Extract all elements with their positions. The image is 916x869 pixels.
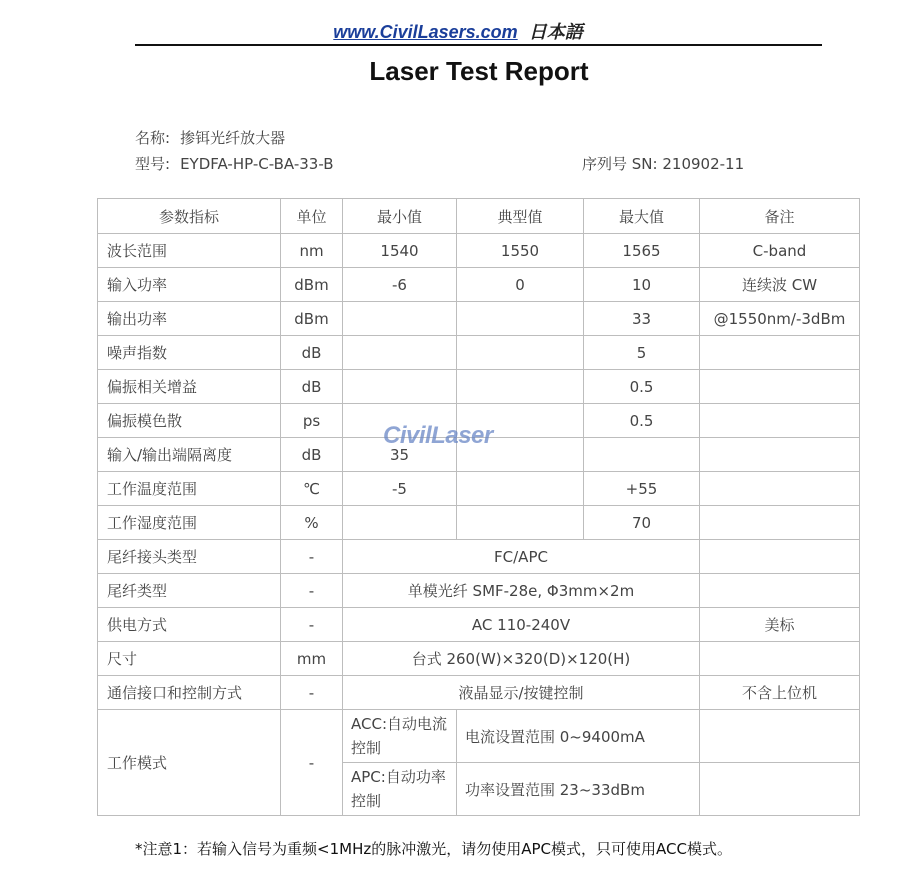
param-name: 通信接口和控制方式 [98,676,281,710]
param-name: 噪声指数 [98,336,281,370]
max-cell: +55 [584,472,700,506]
param-name: 尺寸 [98,642,281,676]
param-name: 工作湿度范围 [98,506,281,540]
unit-cell: - [281,540,343,574]
min-cell [343,336,457,370]
header-cell: 单位 [281,199,343,234]
typ-cell: 1550 [457,234,584,268]
acc-label-cell: ACC:自动电流控制 [343,710,457,763]
apc-value-cell: 功率设置范围 23~33dBm [457,763,700,816]
remark-cell: @1550nm/-3dBm [700,302,860,336]
table-row [98,676,860,710]
remark-cell [700,404,860,438]
max-cell: 33 [584,302,700,336]
param-name: 供电方式 [98,608,281,642]
table-row [98,608,860,642]
unit-cell: ℃ [281,472,343,506]
remark-cell [700,336,860,370]
table-row [98,302,860,336]
unit-cell: dB [281,336,343,370]
acc-value-cell: 电流设置范围 0~9400mA [457,710,700,763]
unit-cell: nm [281,234,343,268]
spec-table [97,198,860,816]
unit-cell: - [281,574,343,608]
max-cell [584,438,700,472]
product-model [135,153,334,174]
min-cell: -6 [343,268,457,302]
remark-cell [700,472,860,506]
header-cell: 参数指标 [98,199,281,234]
apc-label-cell: APC:自动功率控制 [343,763,457,816]
remark-cell: 不含上位机 [700,676,860,710]
span-value-cell: 单模光纤 SMF-28e, Φ3mm×2m [343,574,700,608]
sn-value: 210902-11 [662,155,745,173]
footnote: *注意1：若输入信号为重频<1MHz的脉冲激光，请勿使用APC模式，只可使用ACC模式。 [135,840,732,858]
typ-cell [457,472,584,506]
span-value-cell: FC/APC [343,540,700,574]
name-value: 掺铒光纤放大器 [180,129,286,147]
unit-cell: dBm [281,302,343,336]
typ-cell [457,336,584,370]
span-value-cell: 液晶显示/按键控制 [343,676,700,710]
param-name: 工作模式 [98,710,281,816]
name-label: 名称: [135,129,171,147]
param-name: 工作温度范围 [98,472,281,506]
span-value-cell: 台式 260(W)×320(D)×120(H) [343,642,700,676]
max-cell: 10 [584,268,700,302]
header-cell: 最大值 [584,199,700,234]
remark-cell: 美标 [700,608,860,642]
model-label: 型号: [135,155,171,173]
unit-cell: dBm [281,268,343,302]
max-cell: 70 [584,506,700,540]
unit-cell: - [281,710,343,816]
table-row [98,472,860,506]
remark-cell: C-band [700,234,860,268]
sn-label: 序列号 SN: [582,155,658,173]
unit-cell: % [281,506,343,540]
header-cell: 典型值 [457,199,584,234]
unit-cell: dB [281,438,343,472]
min-cell: 1540 [343,234,457,268]
param-name: 偏振模色散 [98,404,281,438]
site-header [0,18,916,44]
unit-cell: mm [281,642,343,676]
remark-cell: 连续波 CW [700,268,860,302]
table-header-row [98,199,860,234]
param-name: 输入功率 [98,268,281,302]
span-value-cell: AC 110-240V [343,608,700,642]
table-row [98,268,860,302]
remark-cell [700,370,860,404]
param-name: 输出功率 [98,302,281,336]
max-cell: 1565 [584,234,700,268]
typ-cell [457,302,584,336]
unit-cell: - [281,676,343,710]
table-row [98,506,860,540]
remark-cell [700,506,860,540]
typ-cell [457,506,584,540]
unit-cell: dB [281,370,343,404]
watermark-logo: CivilLaser [383,422,493,449]
param-name: 波长范围 [98,234,281,268]
serial-number [582,153,744,174]
typ-cell: 0 [457,268,584,302]
language-link[interactable]: 日本語 [528,22,583,42]
product-name [135,127,285,148]
min-cell: 35 [343,438,457,472]
param-name: 偏振相关增益 [98,370,281,404]
param-name: 尾纤类型 [98,574,281,608]
param-name: 尾纤接头类型 [98,540,281,574]
min-cell [343,302,457,336]
table-row [98,540,860,574]
min-cell [343,370,457,404]
header-rule [135,44,822,46]
max-cell: 0.5 [584,404,700,438]
site-link[interactable]: www.CivilLasers.com [333,22,518,42]
param-name: 输入/输出端隔离度 [98,438,281,472]
min-cell: -5 [343,472,457,506]
table-row [98,336,860,370]
unit-cell: ps [281,404,343,438]
remark-cell [700,438,860,472]
unit-cell: - [281,608,343,642]
table-row [98,642,860,676]
table-row [98,234,860,268]
header-cell: 备注 [700,199,860,234]
remark-cell [700,574,860,608]
min-cell [343,506,457,540]
remark-cell [700,642,860,676]
table-row [98,710,860,763]
typ-cell [457,370,584,404]
table-row [98,370,860,404]
max-cell: 5 [584,336,700,370]
remark-cell [700,763,860,816]
remark-cell [700,710,860,763]
report-title: Laser Test Report [369,56,589,86]
header-cell: 最小值 [343,199,457,234]
model-value: EYDFA-HP-C-BA-33-B [180,155,334,173]
remark-cell [700,540,860,574]
table-row [98,574,860,608]
max-cell: 0.5 [584,370,700,404]
